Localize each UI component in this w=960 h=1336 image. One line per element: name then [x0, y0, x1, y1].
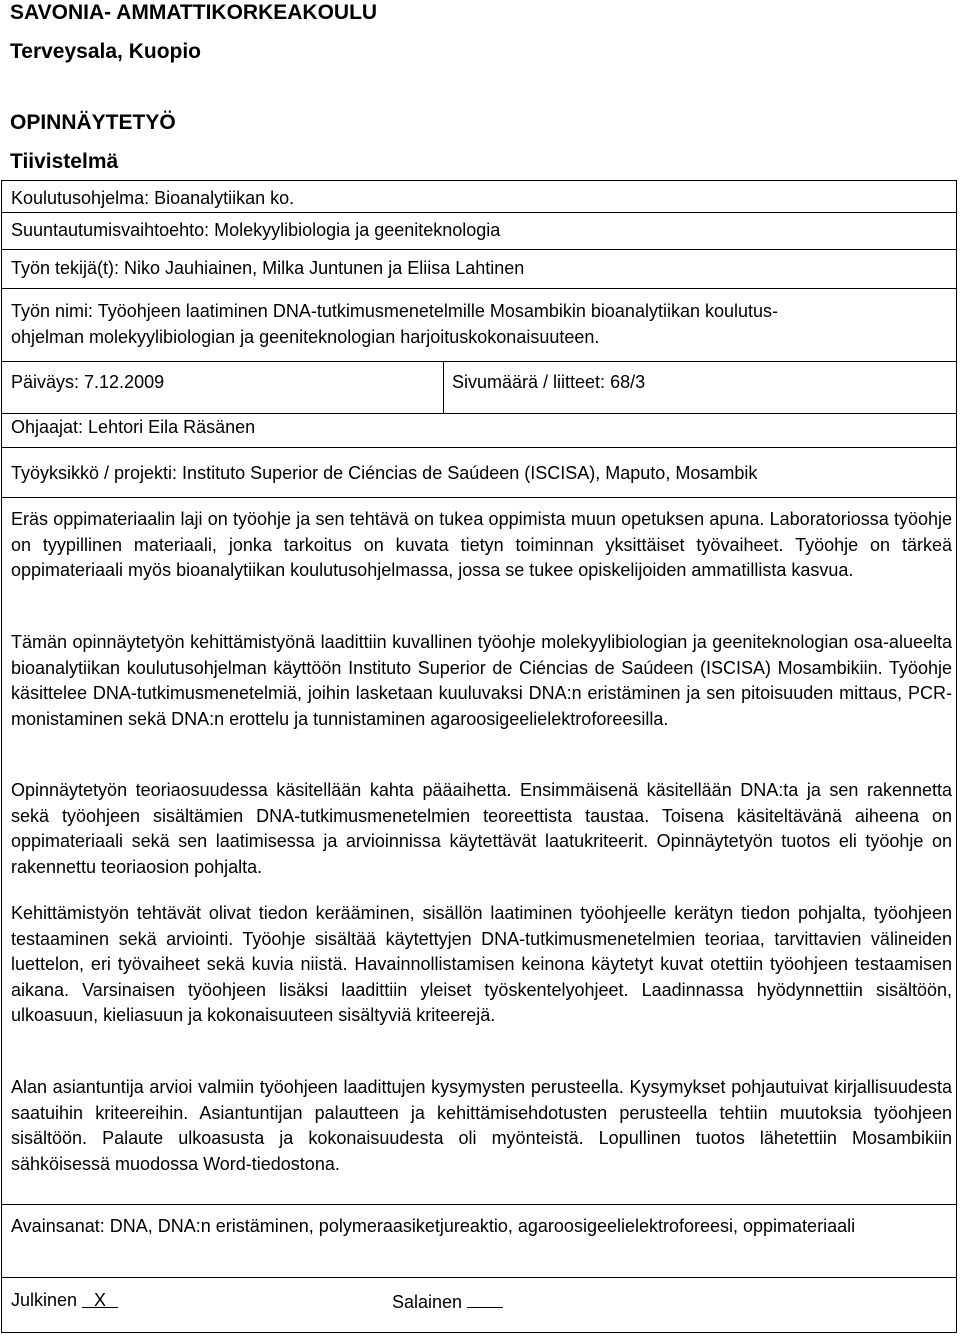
supervisors-field: Ohjaajat: Lehtori Eila Räsänen	[11, 417, 256, 437]
abstract-paragraph: Alan asiantuntija arvioi valmiin työohjeen laadittujen kysymysten perusteella. Kysymykset pohjautuivat kirjallisuudesta saatuihin kriteereihin. Asiantuntijan palautteen ja kehittämisehdotusten perusteella tehtiin muutoksia työohjeen sisältöön. Palaute ulkoasusta ja kokonaisuudesta oli myönteistä. Lopullinen tuotos lähetettiin Mosambikiin sähköisessä muodossa Word-tiedostona.	[11, 1077, 952, 1174]
thesis-title-line-1: Työn nimi: Työohjeen laatiminen DNA-tutkimusmenetelmille Mosambikin bioanalytiikan koulutus-	[11, 301, 779, 321]
secret-option	[392, 1287, 503, 1315]
program-field: Koulutusohjelma: Bioanalytiikan ko.	[11, 188, 295, 208]
keywords-field: Avainsanat: DNA, DNA:n eristäminen, polymeraasiketjureaktio, agaroosigeelielektroforeesi, oppimateriaali	[11, 1216, 856, 1236]
secret-checkbox[interactable]	[467, 1287, 503, 1308]
divider	[2, 288, 956, 289]
document-type: OPINNÄYTETYÖ	[10, 111, 176, 134]
specialization-field: Suuntautumisvaihtoehto: Molekyylibiologia ja geeniteknologia	[11, 220, 501, 240]
page-count-field: Sivumäärä / liitteet: 68/3	[452, 372, 646, 392]
divider	[2, 249, 956, 250]
secret-label: Salainen	[392, 1292, 463, 1312]
public-option	[11, 1287, 118, 1313]
workplace-field: Työyksikkö / projekti: Instituto Superior de Ciéncias de Saúdeen (ISCISA), Maputo, Mosambik	[11, 463, 758, 483]
abstract-paragraph: Tämän opinnäytetyön kehittämistyönä laadittiin kuvallinen työohje molekyylibiologian ja geeniteknologian osa-alueelta bioanalytiikan koulutusohjelman käyttöön Instituto Superior de Ciéncias de Saúdeen (ISCISA) Mosambikiin. Työohje käsittelee DNA-tutkimusmenetelmiä, joihin lasketaan kuuluvaksi DNA:n eristäminen ja sen pitoisuuden mittaus, PCR-monistaminen sekä DNA:n erottelu ja tunnistaminen agaroosigeelielektroforeesilla.	[11, 632, 952, 729]
divider	[2, 1204, 956, 1205]
thesis-title-line-2: ohjelman molekyylibiologian ja geeniteknologian harjoituskokonaisuuteen.	[11, 327, 600, 347]
document-subtype: Tiivistelmä	[10, 150, 119, 173]
public-label: Julkinen	[11, 1290, 78, 1310]
unit-name: Terveysala, Kuopio	[10, 40, 202, 63]
divider	[2, 1277, 956, 1278]
divider	[2, 497, 956, 498]
abstract-paragraph: Kehittämistyön tehtävät olivat tiedon kerääminen, sisällön laatiminen työohjeelle kerätyn tiedon pohjalta, työohjeen testaaminen sekä arviointi. Työohje sisältää käytettyjen DNA-tutkimusmenetelmien teoriaa, tarvittavien välineiden luettelon, eri työvaiheet sekä kuvia niistä. Havainnollistamisen keinona käytetyt kuvat otettiin työohjeen testaamisen aikana. Varsinaisen työohjeen lisäksi laadittiin yleiset työskentelyohjeet. Laadinnassa hyödynnettiin sisältöön, ulkoasuun, kieliasuun ja kokonaisuuteen sisältyviä kriteerejä.	[11, 903, 952, 1026]
date-field: Päiväys: 7.12.2009	[11, 372, 165, 392]
divider	[2, 447, 956, 448]
abstract-paragraph: Opinnäytetyön teoriaosuudessa käsitellään kahta pääaihetta. Ensimmäisenä käsitellään DNA:ta ja sen rakennetta sekä työohjeen sisältämien DNA-tutkimusmenetelmien teoreettista taustaa. Toisena käsiteltävänä aiheena on oppimateriaali sekä sen laatimisessa ja arvioinnissa käytettävät laatukriteerit. Opinnäytetyön tuotos eli työohje on rakennettu teoriaosion pohjalta.	[11, 780, 952, 877]
divider	[2, 361, 956, 362]
school-name: SAVONIA- AMMATTIKORKEAKOULU	[10, 1, 378, 24]
abstract-paragraph: Eräs oppimateriaalin laji on työohje ja sen tehtävä on tukea oppimista muun opetuksen apuna. Laboratoriossa työohje on tyypillinen materiaali, jonka tarkoitus on kuvata tietyn toiminnan yksittäiset työvaiheet. Työohje on tärkeä oppimateriaali myös bioanalytiikan koulutusohjelmassa, jossa se tukee opiskelijoiden ammatillista kasvua.	[11, 509, 952, 581]
public-checkbox[interactable]: X	[82, 1287, 118, 1308]
authors-field: Työn tekijä(t): Niko Jauhiainen, Milka Juntunen ja Eliisa Lahtinen	[11, 258, 525, 278]
divider	[2, 212, 956, 213]
abstract-form	[1, 180, 957, 1333]
column-divider	[443, 361, 444, 413]
